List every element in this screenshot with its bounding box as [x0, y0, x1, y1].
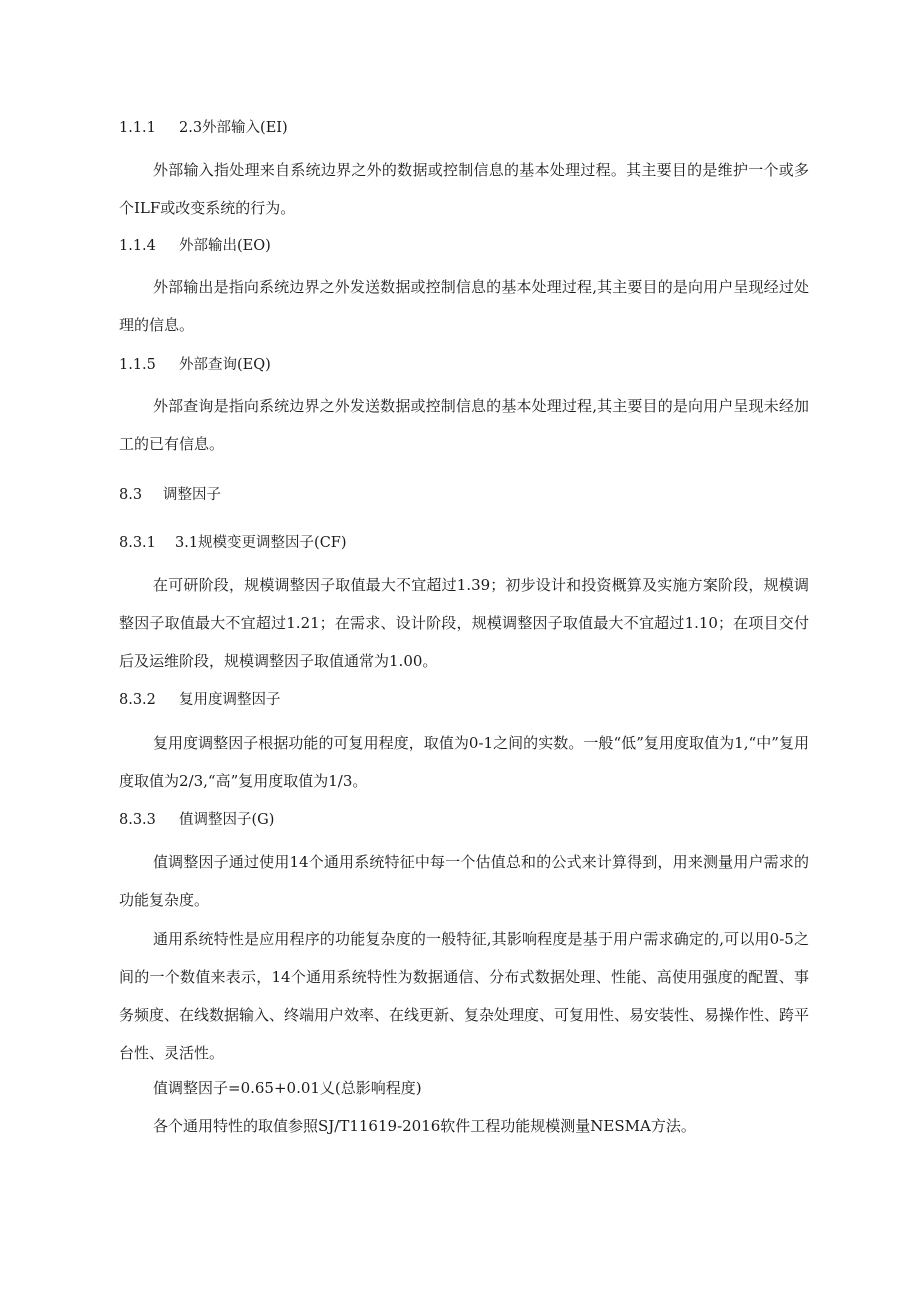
paragraph-general-characteristics: 通用系统特性是应用程序的功能复杂度的一般特征,其影响程度是基于用户需求确定的,可以用0-5之间的一个数值来表示，14个通用系统特性为数据通信、分布式数据处理、性能、高使用强度的配置、事务频度、在线数据输入、终端用户效率、在线更新、复杂处理度、可复用性、易安装性、易操作性、跨平台性、灵活性。 [119, 930, 810, 1062]
section-heading-1-1-4 [119, 236, 271, 256]
section-number: 8.3.2 [119, 692, 156, 708]
section-title: 外部输出(EO) [179, 238, 271, 254]
paragraph-formula: 值调整因子=0.65+0.01乂(总影响程度) [153, 1079, 422, 1097]
section-title: 2.3外部输入(EI) [179, 120, 288, 136]
paragraph-external-input: 外部输入指处理来自系统边界之外的数据或控制信息的基本处理过程。其主要目的是维护一个或多个ILF或改变系统的行为。 [119, 161, 809, 217]
section-title: 3.1规模变更调整因子(CF) [175, 535, 347, 551]
section-heading-8-3 [119, 485, 221, 505]
section-title: 外部查询(EQ) [179, 357, 271, 373]
section-number: 1.1.1 [119, 120, 156, 136]
paragraph-reuse-factor: 复用度调整因子根据功能的可复用程度，取值为0-1之间的实数。一般“低”复用度取值为1,“中”复用度取值为2/3,“高”复用度取值为1/3。 [119, 734, 809, 790]
section-heading-8-3-2 [119, 690, 281, 710]
section-title: 值调整因子(G) [179, 812, 275, 828]
section-heading-8-3-3 [119, 810, 274, 830]
paragraph-value-adjustment: 值调整因子通过使用14个通用系统特征中每一个估值总和的公式来计算得到，用来测量用户需求的功能复杂度。 [119, 853, 809, 909]
paragraph-external-output: 外部输出是指向系统边界之外发送数据或控制信息的基本处理过程,其主要目的是向用户呈现经过处理的信息。 [119, 278, 809, 334]
section-number: 8.3.3 [119, 812, 156, 828]
section-heading-8-3-1 [119, 533, 347, 553]
section-heading-1-1-5 [119, 355, 271, 375]
paragraph-reference: 各个通用特性的取值参照SJ/T11619-2016软件工程功能规模测量NESMA方法。 [153, 1117, 696, 1135]
paragraph-external-query: 外部查询是指向系统边界之外发送数据或控制信息的基本处理过程,其主要目的是向用户呈现未经加工的已有信息。 [119, 397, 809, 453]
section-title: 复用度调整因子 [179, 692, 281, 708]
section-number: 1.1.4 [119, 238, 156, 254]
section-heading-1-1-1 [119, 118, 288, 138]
section-number: 8.3 [119, 487, 143, 503]
section-number: 1.1.5 [119, 357, 156, 373]
section-title: 调整因子 [163, 487, 221, 503]
paragraph-scale-change-factor: 在可研阶段，规模调整因子取值最大不宜超过1.39；初步设计和投资概算及实施方案阶段，规模调整因子取值最大不宜超过1.21；在需求、设计阶段，规模调整因子取值最大不宜超过1.10；在项目交付后及运维阶段，规模调整因子取值通常为1.00。 [119, 576, 809, 670]
section-number: 8.3.1 [119, 535, 156, 551]
